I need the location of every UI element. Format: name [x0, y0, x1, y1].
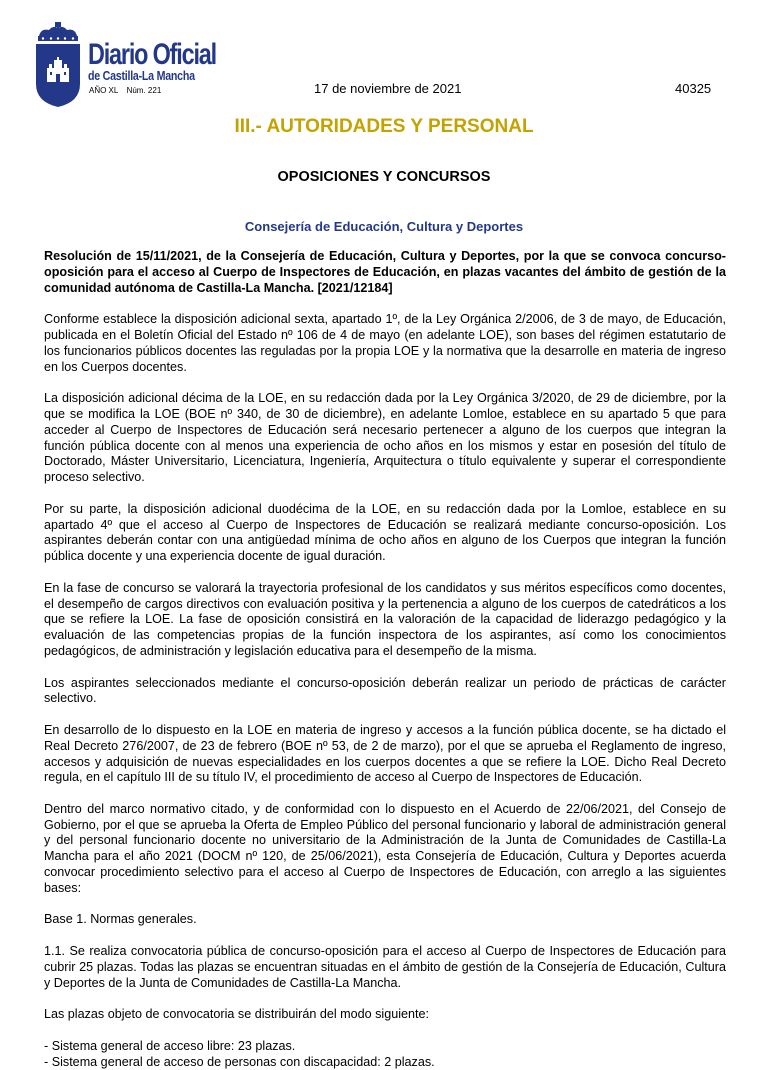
section-title: III.- AUTORIDADES Y PERSONAL: [234, 116, 534, 137]
castilla-la-mancha-crest-icon: [33, 22, 83, 108]
year-label: AÑO XL: [89, 86, 119, 95]
paragraph: 1.1. Se realiza convocatoria pública de concurso-oposición para el acceso al Cuerpo de Inspectores de Educación para cubrir 25 plazas. Todas las plazas se encuentran situadas en el ámbito de gestión de la Consejería de Educación, Cultura y Deportes de la Junta de Comunidades de Castilla-La Mancha.: [44, 944, 726, 990]
list-item: - Sistema general de acceso de personas con discapacidad: 2 plazas.: [44, 1054, 435, 1069]
paragraph: En la fase de concurso se valorará la trayectoria profesional de los candidatos y sus méritos específicos como docentes, el desempeño de cargos directivos con evaluación positiva y la pertenencia a alguno de los cuerpos de catedráticos a los que se refiere la LOE. La fase de oposición consistirá en la valoración de la capacidad de liderazgo pedagógico y la evaluación de las competencias propias de la función inspectora de los aspirantes, así como los conocimientos pedagógicos, de administración y legislación educativa para el desempeño de la misma.: [44, 580, 726, 658]
list-item: - Sistema general de acceso libre: 23 plazas.: [44, 1038, 296, 1053]
issue-number: Núm. 221: [126, 86, 162, 95]
issue-info: [89, 86, 167, 95]
masthead: [88, 40, 252, 83]
paragraph: Conforme establece la disposición adicional sexta, apartado 1º, de la Ley Orgánica 2/2006, de 3 de mayo, de Educación, publicada en el Boletín Oficial del Estado nº 106 de 4 de mayo (en adelante LOE), son bases del régimen estatutario de los funcionarios públicos docentes las reguladas por la propia LOE y la normativa que la desarrolle en materia de ingreso en los Cuerpos docentes.: [44, 312, 726, 374]
document-body: [44, 249, 726, 1070]
brand-title: Diario Oficial: [88, 38, 216, 71]
brand-subtitle: de Castilla-La Mancha: [88, 68, 195, 83]
page-number: 40325: [675, 81, 712, 96]
resolution-title: Resolución de 15/11/2021, de la Consejería de Educación, Cultura y Deportes, por la que se convoca concurso-oposición para el acceso al Cuerpo de Inspectores de Educación, en plazas vacantes del ámbito de gestión de la comunidad autónoma de Castilla-La Mancha. [2021/12184]: [44, 249, 726, 295]
publication-date: 17 de noviembre de 2021: [314, 81, 462, 96]
seat-distribution-list: [44, 1039, 726, 1070]
subsection-title: OPOSICIONES Y CONCURSOS: [277, 169, 491, 185]
department-name: Consejería de Educación, Cultura y Deportes: [244, 219, 524, 234]
base-heading: Base 1. Normas generales.: [44, 912, 197, 927]
paragraph: Las plazas objeto de convocatoria se distribuirán del modo siguiente:: [44, 1007, 430, 1022]
paragraph: La disposición adicional décima de la LOE, en su redacción dada por la Ley Orgánica 3/2020, de 29 de diciembre, por la que se modifica la LOE (BOE nº 340, de 30 de diciembre), en adelante Lomloe, establece en su apartado 5 que para acceder al Cuerpo de Inspectores de Educación será necesario pertenecer a alguno de los cuerpos que integran la función pública docente con al menos una experiencia de ocho años en los mismos y estar en posesión del título de Doctorado, Máster Universitario, Licenciatura, Ingeniería, Arquitectura o título equivalente y superar el correspondiente proceso selectivo.: [44, 391, 726, 485]
paragraph: Dentro del marco normativo citado, y de conformidad con lo dispuesto en el Acuerdo de 22/06/2021, del Consejo de Gobierno, por el que se aprueba la Oferta de Empleo Público del personal funcionario y laboral de administración general y del personal funcionario docente no universitario de la Administración de la Junta de Comunidades de Castilla-La Mancha para el año 2021 (DOCM nº 120, de 25/06/2021), esta Consejería de Educación, Cultura y Deportes acuerda convocar procedimiento selectivo para el acceso al Cuerpo de Inspectores de Educación, con arreglo a las siguientes bases:: [44, 801, 726, 895]
paragraph: Por su parte, la disposición adicional duodécima de la LOE, en su redacción dada por la Lomloe, establece en su apartado 4º que el acceso al Cuerpo de Inspectores de Educación se realizará mediante concurso-oposición. Los aspirantes deberán contar con una antigüedad mínima de ocho años en alguno de los Cuerpos que integran la función pública docente y una experiencia docente de igual duración.: [44, 501, 726, 564]
paragraph: En desarrollo de lo dispuesto en la LOE en materia de ingreso y accesos a la función pública docente, se ha dictado el Real Decreto 276/2007, de 23 de febrero (BOE nº 53, de 2 de marzo), por el que se aprueba el Reglamento de ingreso, accesos y adquisición de nuevas especialidades en los cuerpos docentes a que se refiere la LOE. Dicho Real Decreto regula, en el capítulo III de su título IV, el procedimiento de acceso al Cuerpo de Inspectores de Educación.: [44, 722, 726, 785]
paragraph: Los aspirantes seleccionados mediante el concurso-oposición deberán realizar un periodo de prácticas de carácter selectivo.: [44, 675, 726, 706]
